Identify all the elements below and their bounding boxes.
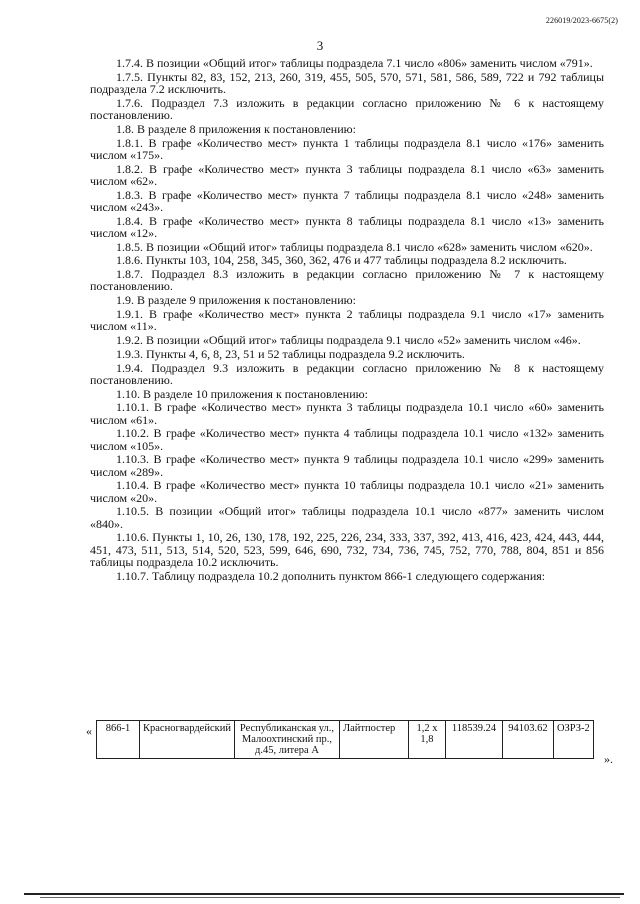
- paragraph-1-7-4: 1.7.4. В позиции «Общий итог» таблицы подраздела 7.1 число «806» заменить числом «791».: [116, 56, 593, 70]
- document-registration-number: 226019/2023-6675(2): [545, 16, 618, 25]
- bottom-divider-thin: [40, 897, 620, 898]
- paragraph-1-8-3: 1.8.3. В графе «Количество мест» пункта 7 таблицы подраздела 8.1 число «248» заменить числом «243».: [90, 187, 604, 214]
- cell-coord-y: 94103.62: [502, 721, 553, 759]
- paragraph-1-8-4: 1.8.4. В графе «Количество мест» пункта 8 таблицы подраздела 8.1 число «13» заменить числом «12».: [90, 213, 604, 240]
- paragraph-1-10-5: 1.10.5. В позиции «Общий итог» таблицы подраздела 10.1 число «877» заменить числом «840».: [90, 504, 604, 531]
- document-body: [90, 57, 604, 583]
- opening-quote: «: [86, 724, 92, 738]
- paragraph-1-8: 1.8. В разделе 8 приложения к постановлению:: [116, 121, 356, 136]
- paragraph-1-9: 1.9. В разделе 9 приложения к постановлению:: [116, 293, 356, 308]
- paragraph-1-10-4: 1.10.4. В графе «Количество мест» пункта 10 таблицы подраздела 10.1 число «21» заменить числом «20».: [90, 478, 604, 505]
- paragraph-1-8-1: 1.8.1. В графе «Количество мест» пункта 1 таблицы подраздела 8.1 число «176» заменить числом «175».: [90, 135, 604, 162]
- paragraph-1-10-3: 1.10.3. В графе «Количество мест» пункта 9 таблицы подраздела 10.1 число «299» заменить числом «289».: [90, 452, 604, 479]
- paragraph-1-10-1: 1.10.1. В графе «Количество мест» пункта 3 таблицы подраздела 10.1 число «60» заменить числом «61».: [90, 400, 604, 427]
- paragraph-1-9-4: 1.9.4. Подраздел 9.3 изложить в редакции согласно приложению № 8 к настоящему постановлению.: [90, 360, 604, 387]
- cell-district: Красногвардейский: [140, 721, 235, 759]
- paragraph-1-8-6: 1.8.6. Пункты 103, 104, 258, 345, 360, 362, 476 и 477 таблицы подраздела 8.2 исключить.: [116, 253, 567, 268]
- paragraph-1-10-6: 1.10.6. Пункты 1, 10, 26, 130, 178, 192, 225, 226, 234, 333, 337, 392, 413, 416, 423, 424, 443, 444, 451, 473, 511, 513, 514, 520, 523, 599, 646, 690, 732, 734, 736, 745, 752, 770, 788, 804, 851 и 856 таблицы подраздела 10.2 исключить.: [90, 530, 604, 569]
- closing-quote: ».: [604, 752, 613, 766]
- paragraph-1-8-2: 1.8.2. В графе «Количество мест» пункта 3 таблицы подраздела 8.1 число «63» заменить числом «62».: [90, 161, 604, 188]
- table-row: [97, 721, 594, 759]
- paragraph-1-10-7: 1.10.7. Таблицу подраздела 10.2 дополнить пунктом 866-1 следующего содержания:: [116, 568, 546, 583]
- cell-zone: ОЗРЗ-2: [553, 721, 593, 759]
- paragraph-1-8-7: 1.8.7. Подраздел 8.3 изложить в редакции согласно приложению № 7 к настоящему постановлению.: [90, 267, 604, 294]
- paragraph-1-9-2: 1.9.2. В позиции «Общий итог» таблицы подраздела 9.1 число «52» заменить числом «46».: [116, 332, 581, 347]
- bottom-divider: [24, 893, 624, 895]
- cell-type: Лайтпостер: [339, 721, 408, 759]
- paragraph-1-9-1: 1.9.1. В графе «Количество мест» пункта 2 таблицы подраздела 9.1 число «17» заменить числом «11».: [90, 306, 604, 334]
- cell-size: 1,2 x 1,8: [408, 721, 445, 759]
- paragraph-1-8-5: 1.8.5. В позиции «Общий итог» таблицы подраздела 8.1 число «628» заменить числом «620».: [116, 239, 593, 254]
- paragraph-1-7-6: 1.7.6. Подраздел 7.3 изложить в редакции согласно приложению № 6 к настоящему постановлению.: [90, 95, 604, 122]
- cell-number: 866-1: [97, 721, 140, 759]
- inserted-table: [96, 720, 594, 759]
- paragraph-1-10: 1.10. В разделе 10 приложения к постановлению:: [116, 386, 368, 401]
- paragraph-1-7-5: 1.7.5. Пункты 82, 83, 152, 213, 260, 319, 455, 505, 570, 571, 581, 586, 589, 722 и 792 таблицы подраздела 7.2 исключить.: [90, 69, 604, 96]
- paragraph-1-10-2: 1.10.2. В графе «Количество мест» пункта 4 таблицы подраздела 10.1 число «132» заменить числом «105».: [90, 426, 604, 453]
- page-number: 3: [316, 38, 324, 53]
- paragraph-1-9-3: 1.9.3. Пункты 4, 6, 8, 23, 51 и 52 таблицы подраздела 9.2 исключить.: [116, 346, 465, 361]
- cell-coord-x: 118539.24: [445, 721, 502, 759]
- cell-address: Республиканская ул., Малоохтинский пр., д.45, литера А: [234, 721, 339, 759]
